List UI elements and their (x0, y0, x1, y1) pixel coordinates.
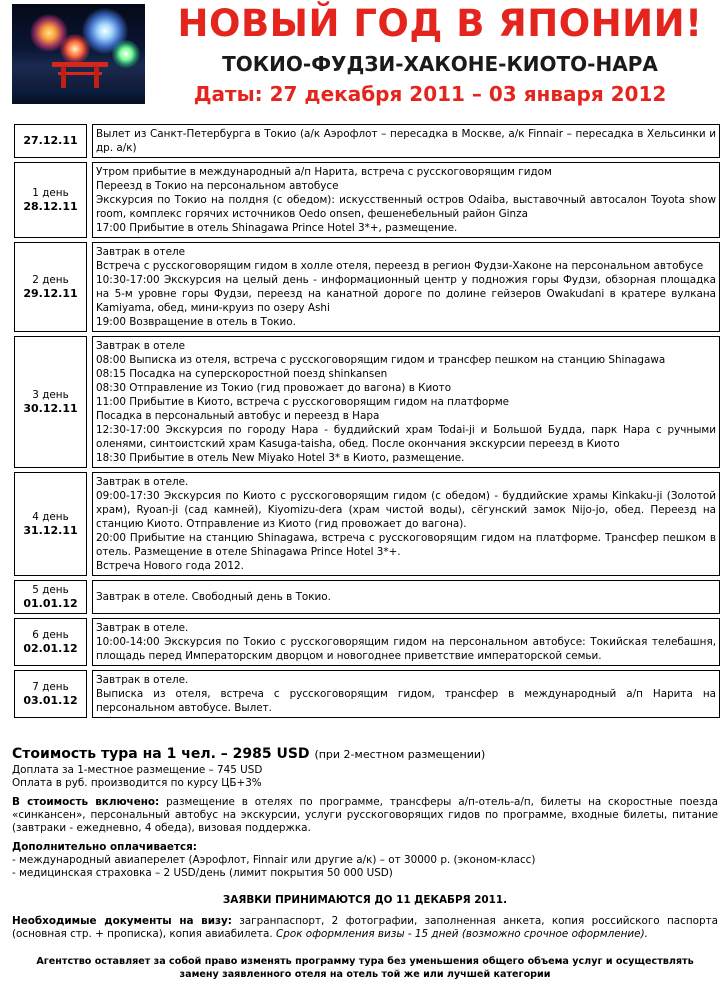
itinerary-day-cell (14, 580, 87, 614)
itinerary-day-cell (14, 162, 87, 238)
itinerary-line: Экскурсия по Токио на полдня (с обедом): искусственный остров Odaiba, выставочный автосалон Toyota show room, комплекс горячих источников Oedo onsen, фешенебельный район Ginza (96, 194, 716, 220)
docs-paragraph (12, 915, 718, 941)
included-paragraph (12, 796, 718, 835)
cost-heading (12, 745, 718, 764)
itinerary-date: 29.12.11 (23, 287, 78, 300)
itinerary-line: Утром прибытие в международный а/п Нарита, встреча с русскоговорящим гидом (96, 166, 552, 178)
itinerary-line: Завтрак в отеле. (96, 674, 189, 686)
itinerary-description (92, 124, 720, 158)
itinerary-line: Завтрак в отеле (96, 246, 186, 258)
single-supplement: Доплата за 1-местное размещение – 745 USD (12, 764, 263, 776)
itinerary-date: 02.01.12 (23, 642, 78, 655)
itinerary-line: Вылет из Санкт-Петербурга в Токио (а/к Аэрофлот – пересадка в Москве, а/к Finnair – пересадка в Хельсинки и др. а/к) (96, 128, 716, 154)
cost-title: Стоимость тура на 1 чел. – 2985 USD (12, 746, 310, 762)
itinerary-day: 3 день (32, 389, 69, 401)
itinerary-line: 11:00 Прибытие в Киото, встреча с русскоговорящим гидом на платформе (96, 396, 510, 408)
included-label: В стоимость включено: (12, 796, 160, 808)
itinerary-row (14, 580, 720, 614)
itinerary-row (14, 618, 720, 666)
itinerary-day-cell (14, 618, 87, 666)
itinerary-line: 20:00 Прибытие на станцию Shinagawa, встреча с русскоговорящим гидом на платформе. Трансфер пешком в отель. Размещение в отеле Shinagawa Prince Hotel 3*+. (96, 532, 716, 558)
itinerary-day: 7 день (32, 681, 69, 693)
tour-dates: Даты: 27 декабря 2011 – 03 января 2012 (193, 82, 667, 106)
itinerary-line: Переезд в Токио на персональном автобусе (96, 180, 339, 192)
itinerary-row (14, 336, 720, 468)
itinerary-line: 19:00 Возвращение в отель в Токио. (96, 316, 296, 328)
itinerary-date: 27.12.11 (23, 134, 78, 147)
itinerary-row (14, 124, 720, 158)
itinerary-day: 1 день (32, 187, 69, 199)
itinerary-line: 09:00-17:30 Экскурсия по Киото с русскоговорящим гидом (с обедом) - буддийские храмы Kinkaku-ji (Золотой храм), Ryoan-ji (сад камней), Kiyomizu-dera (храм чистой воды), сёгунский замок Nijo-jo, обед. Переезд на станцию Киото. Отправление из Киото (гид провожает до вагона). (96, 490, 716, 530)
itinerary-date: 31.12.11 (23, 524, 78, 537)
extra-label: Дополнительно оплачивается: (12, 841, 197, 853)
itinerary-line: 08:00 Выписка из отеля, встреча с русскоговорящим гидом и трансфер пешком на станцию Shinagawa (96, 354, 666, 366)
itinerary-description (92, 162, 720, 238)
docs-label: Необходимые документы на визу: (12, 915, 232, 927)
page-header (0, 0, 727, 118)
itinerary-day: 4 день (32, 511, 69, 523)
extra-item: - медицинская страховка – 2 USD/день (лимит покрытия 50 000 USD) (12, 867, 393, 879)
itinerary-description (92, 580, 720, 614)
itinerary-description (92, 336, 720, 468)
itinerary-description (92, 618, 720, 666)
itinerary-date: 01.01.12 (23, 597, 78, 610)
disclaimer-line: Агентство оставляет за собой право изменять программу тура без уменьшения общего объема услуг и осуществлять (36, 956, 694, 967)
route-subtitle: ТОКИО-ФУДЗИ-ХАКОНЕ-КИОТО-НАРА (222, 52, 658, 76)
itinerary-line: Завтрак в отеле. (96, 476, 189, 488)
itinerary-row (14, 670, 720, 718)
itinerary-row (14, 162, 720, 238)
itinerary-day-cell (14, 336, 87, 468)
itinerary-line: 08:30 Отправление из Токио (гид провожает до вагона) в Киото (96, 382, 452, 394)
itinerary-line: 12:30-17:00 Экскурсия по городу Нара - буддийский храм Todai-ji и Большой Будда, парк Нара с ручными оленями, синтоистский храм Kasuga-taisha, обед. После окончания экскурсии переезд в Киото (96, 424, 716, 450)
itinerary-line: 18:30 Прибытие в отель New Miyako Hotel 3* в Киото, размещение. (96, 452, 465, 464)
itinerary-date: 30.12.11 (23, 402, 78, 415)
rub-payment-note: Оплата в руб. производится по курсу ЦБ+3% (12, 777, 262, 789)
itinerary-line: 10:30-17:00 Экскурсия на целый день - информационный центр у подножия горы Фудзи, обзорная площадка на 5-м уровне горы Фудзи, переезд на канатной дороге по долине гейзеров Owakudani в кратере вулкана Kamiyama, обед, мини-круиз по озеру Ashi (96, 274, 716, 314)
itinerary-description (92, 670, 720, 718)
itinerary-date: 28.12.11 (23, 200, 78, 213)
docs-text: загранпаспорт, 2 фотографии, заполненная анкета, копия российского паспорта (основная стр. + прописка), копия авиабилета. (12, 915, 718, 940)
fireworks-torii-photo (12, 4, 145, 104)
itinerary-line: Завтрак в отеле. Свободный день в Токио. (96, 591, 331, 603)
itinerary-line: Посадка в персональный автобус и переезд в Нара (96, 410, 380, 422)
itinerary-day-cell (14, 124, 87, 158)
itinerary-description (92, 472, 720, 576)
itinerary-day-cell (14, 242, 87, 332)
extra-item: - международный авиаперелет (Аэрофлот, Finnair или другие а/к) – от 30000 р. (эконом-класс) (12, 854, 536, 866)
included-text: размещение в отелях по программе, трансферы а/п-отель-а/п, билеты на скоростные поезда «синкансен», персональный автобус на экскурсии, услуги русскоговорящих гидов по программе, входные билеты, питание (завтраки - ежедневно, 4 обеда), визовая поддержка. (12, 796, 718, 834)
docs-note: Срок оформления визы - 15 дней (возможно срочное оформление). (275, 928, 648, 940)
disclaimer-line: замену заявленного отеля на отель той же или лучшей категории (179, 969, 551, 980)
page-title: НОВЫЙ ГОД В ЯПОНИИ! (177, 2, 703, 45)
itinerary-date: 03.01.12 (23, 694, 78, 707)
itinerary-line: Встреча Нового года 2012. (96, 560, 244, 572)
itinerary-line: 08:15 Посадка на суперскоростной поезд shinkansen (96, 368, 388, 380)
itinerary-row (14, 242, 720, 332)
itinerary-day-cell (14, 472, 87, 576)
itinerary-line: 10:00-14:00 Экскурсия по Токио с русскоговорящим гидом на персональном автобусе: Токийская телебашня, площадь перед Императорским дворцом и новогоднее приветствие императорской семьи. (96, 636, 716, 662)
itinerary-day: 6 день (32, 629, 69, 641)
itinerary-description (92, 242, 720, 332)
itinerary-line: Завтрак в отеле (96, 340, 186, 352)
itinerary-day-cell (14, 670, 87, 718)
pricing-section (12, 745, 718, 981)
itinerary-line: Завтрак в отеле. (96, 622, 189, 634)
itinerary-day: 2 день (32, 274, 69, 286)
itinerary-line: Выписка из отеля, встреча с русскоговорящим гидом, трансфер в международный а/п Нарита на персональном автобусе. Вылет. (96, 688, 716, 714)
itinerary-row (14, 472, 720, 576)
cost-note: (при 2-местном размещении) (314, 748, 486, 761)
deadline-notice: ЗАЯВКИ ПРИНИМАЮТСЯ ДО 11 ДЕКАБРЯ 2011. (222, 894, 508, 906)
itinerary-line: 17:00 Прибытие в отель Shinagawa Prince Hotel 3*+, размещение. (96, 222, 458, 234)
itinerary-table (14, 120, 720, 722)
itinerary-day: 5 день (32, 584, 69, 596)
itinerary-line: Встреча с русскоговорящим гидом в холле отеля, переезд в регион Фудзи-Хаконе на персональном автобусе (96, 260, 704, 272)
